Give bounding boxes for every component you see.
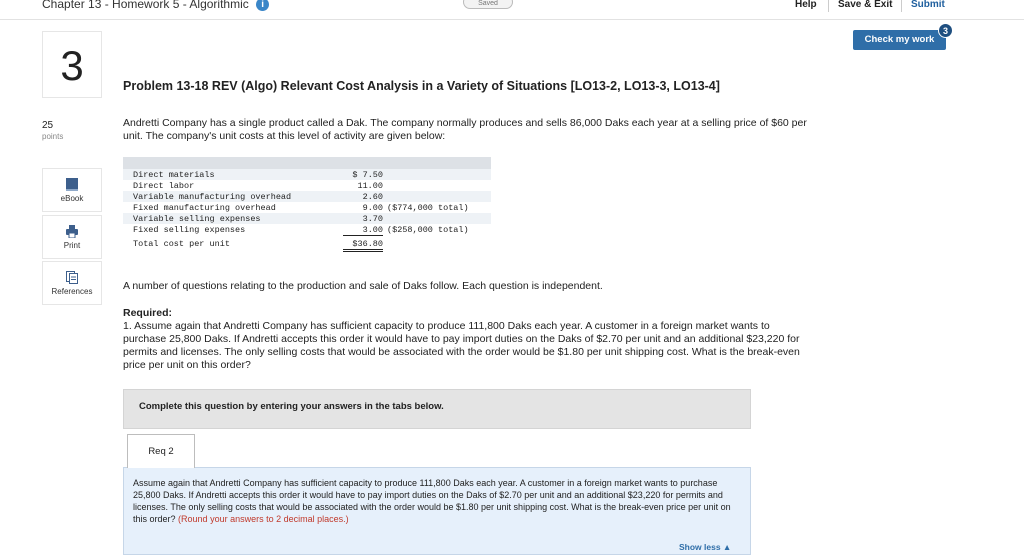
unit-cost-table: [123, 157, 491, 255]
book-icon: [66, 178, 78, 191]
cost-label: Variable selling expenses: [133, 214, 261, 224]
question-number: 3: [42, 31, 102, 98]
references-label: References: [51, 287, 93, 296]
submit-link[interactable]: Submit: [911, 0, 945, 10]
header-divider: [0, 19, 1024, 20]
cost-value: 2.60: [362, 192, 383, 202]
instructions-text: Complete this question by entering your answers in the tabs below.: [139, 401, 444, 412]
cost-label: Fixed manufacturing overhead: [133, 203, 276, 213]
divider: [828, 0, 829, 12]
print-label: Print: [63, 241, 81, 250]
references-icon: [66, 271, 78, 284]
points-value: 25: [42, 120, 54, 131]
questions-intro: A number of questions relating to the production and sale of Daks follow. Each question is independent.: [123, 280, 603, 292]
saved-status: Saved: [463, 0, 513, 9]
cost-value: $ 7.50: [352, 170, 383, 180]
assignment-title: [42, 0, 269, 11]
save-exit-link[interactable]: Save & Exit: [838, 0, 893, 10]
instructions-box: [123, 389, 751, 429]
printer-icon: [66, 225, 78, 238]
ebook-button[interactable]: [42, 168, 102, 212]
cost-label: Fixed selling expenses: [133, 225, 246, 235]
cost-value: 3.70: [362, 214, 383, 224]
tab-req-2[interactable]: Req 2: [127, 434, 195, 468]
cost-label: Variable manufacturing overhead: [133, 192, 292, 202]
rounding-note: (Round your answers to 2 decimal places.): [178, 514, 349, 524]
help-link[interactable]: Help: [795, 0, 817, 10]
check-work-count-badge: 3: [938, 23, 953, 38]
references-button[interactable]: [42, 261, 102, 305]
cost-label: Direct labor: [133, 181, 195, 191]
required-heading: Required:: [123, 307, 173, 319]
check-my-work-button[interactable]: Check my work: [853, 30, 946, 50]
problem-title: Problem 13-18 REV (Algo) Relevant Cost Analysis in a Variety of Situations [LO13-2, LO13-3, LO13-4]: [123, 79, 720, 93]
answer-panel: [123, 467, 751, 555]
cost-value: 3.00: [343, 225, 383, 236]
info-icon[interactable]: i: [256, 0, 269, 11]
ebook-label: eBook: [60, 194, 84, 203]
cost-note: ($774,000 total): [387, 203, 469, 213]
table-header-band: [123, 157, 491, 169]
cost-label: Total cost per unit: [133, 239, 230, 249]
cost-value: $36.80: [343, 239, 383, 252]
required-text: 1. Assume again that Andretti Company has sufficient capacity to produce 111,800 Daks each year. A customer in a foreign market wants to purchase 25,800 Daks. If Andretti accepts this order it would have to pay import duties on the Daks of $2.70 per unit and an additional $23,220 for permits and licenses. The only selling costs that would be associated with the order would be $1.80 per unit shipping cost. What is the break-even price per unit on this order?: [123, 320, 800, 371]
show-less-link[interactable]: Show less ▲: [679, 542, 732, 552]
panel-question: Assume again that Andretti Company has sufficient capacity to produce 111,800 Daks each year. A customer in a foreign market wants to purchase 25,800 Daks. If Andretti accepts this order it would have to pay import duties on the Daks of $2.70 per unit and an additional $23,220 for permits and licenses. The only selling costs that would be associated with the order would be $1.80 per unit shipping cost. What is the break-even price per unit on this order?: [133, 478, 731, 524]
divider: [901, 0, 902, 12]
top-bar: [0, 0, 1024, 12]
cost-value: 9.00: [362, 203, 383, 213]
problem-intro: Andretti Company has a single product called a Dak. The company normally produces and sells 86,000 Daks each year at a selling price of $60 per unit. The company's unit costs at this level of activity are given below:: [123, 117, 807, 142]
cost-label: Direct materials: [133, 170, 215, 180]
panel-question-text: [133, 477, 745, 525]
cost-value: 11.00: [357, 181, 383, 191]
assignment-title-text: Chapter 13 - Homework 5 - Algorithmic: [42, 0, 249, 11]
print-button[interactable]: [42, 215, 102, 259]
points-label: points: [42, 132, 64, 141]
cost-note: ($258,000 total): [387, 225, 469, 235]
